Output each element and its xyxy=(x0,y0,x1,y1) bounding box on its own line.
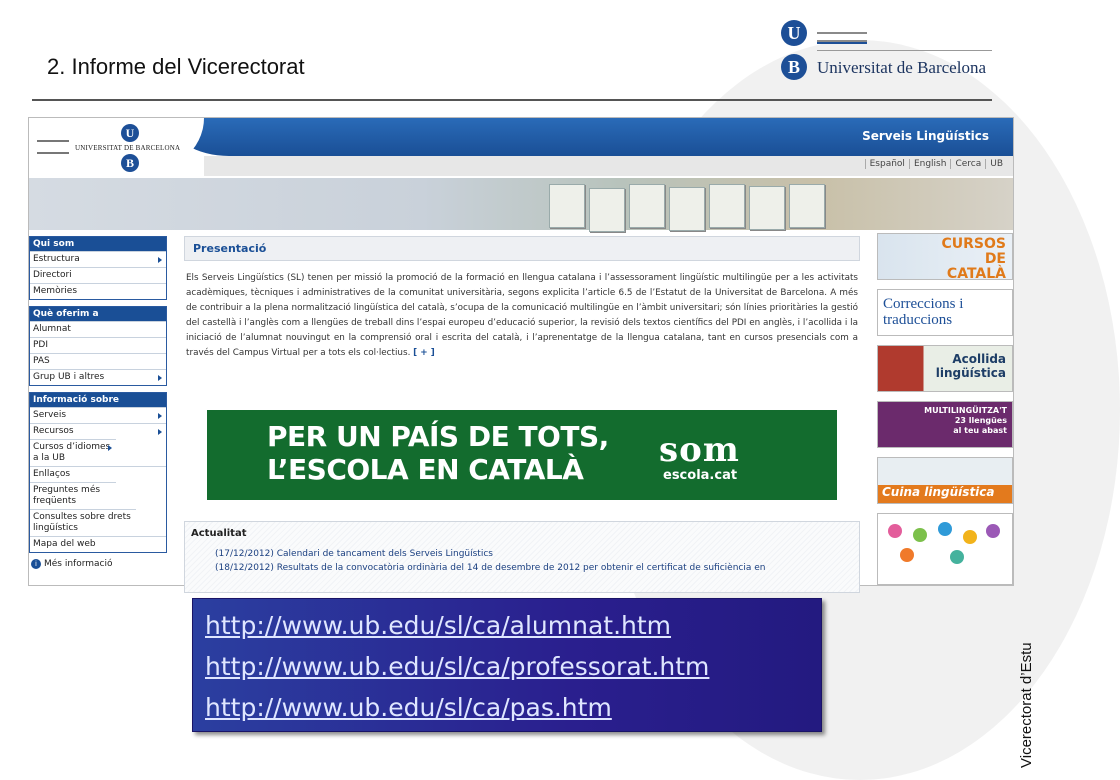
nav-item-grup-ub[interactable]: Grup UB i altres xyxy=(30,369,166,385)
campaign-banner[interactable] xyxy=(207,410,837,500)
nav-item-pas[interactable]: PAS xyxy=(30,353,166,369)
decor-dot xyxy=(963,530,977,544)
nav-item-consultes[interactable]: Consultes sobre drets lingüístics xyxy=(30,509,136,536)
decor-dot xyxy=(950,550,964,564)
banner-card xyxy=(629,184,665,228)
lang-link-english[interactable]: English xyxy=(909,159,951,169)
presentation-heading: Presentació xyxy=(184,236,860,261)
nav-block-informacio xyxy=(29,392,167,553)
website-screenshot xyxy=(28,117,1014,586)
decor-dot xyxy=(913,528,927,542)
site-logo-b: B xyxy=(121,154,139,172)
promo-correccions[interactable] xyxy=(877,289,1013,336)
promo-correccions-label: Correccions i traduccions xyxy=(883,296,964,328)
building-icon xyxy=(37,140,69,154)
banner-card xyxy=(669,187,705,231)
more-info-link[interactable] xyxy=(29,559,167,569)
decor-dot xyxy=(986,524,1000,538)
news-item[interactable]: (18/12/2012) Resultats de la convocatòria ordinària del 14 de desembre de 2012 per obtenir el certificat de suficiència en xyxy=(215,563,766,573)
banner-card xyxy=(789,184,825,228)
news-panel xyxy=(184,521,860,593)
language-bar xyxy=(204,156,1013,176)
promo-cursos-catala[interactable] xyxy=(877,233,1013,280)
promo-acollida-label: Acollida lingüística xyxy=(935,352,1006,380)
decor-dot xyxy=(888,524,902,538)
lang-link-ub[interactable]: UB xyxy=(985,159,1007,169)
banner-card xyxy=(549,184,585,228)
nav-heading: Informació sobre xyxy=(30,393,166,407)
logo-b-badge: B xyxy=(781,54,807,80)
site-title[interactable]: Serveis Lingüístics xyxy=(862,129,989,143)
promo-acollida[interactable] xyxy=(877,345,1013,392)
slide-title: 2. Informe del Vicerectorat xyxy=(47,54,305,79)
lang-link-espanol[interactable]: Español xyxy=(865,159,909,169)
header-logo-area[interactable] xyxy=(29,118,204,176)
main-content xyxy=(184,236,860,573)
links-box xyxy=(192,598,822,732)
promo-cuina[interactable] xyxy=(877,457,1013,504)
site-logo-u: U xyxy=(121,124,139,142)
nav-item-alumnat[interactable]: Alumnat xyxy=(30,321,166,337)
read-more-link[interactable]: [ + ] xyxy=(413,348,435,358)
banner-card xyxy=(589,188,625,232)
nav-item-serveis[interactable]: Serveis xyxy=(30,407,166,423)
logo-building-icon xyxy=(817,28,867,44)
nav-item-enllacos[interactable]: Enllaços xyxy=(30,466,166,482)
nav-item-directori[interactable]: Directori xyxy=(30,267,166,283)
link-pas[interactable]: http://www.ub.edu/sl/ca/pas.htm xyxy=(205,693,612,722)
campaign-brand-sub: escola.cat xyxy=(663,468,738,483)
decor-dot xyxy=(900,548,914,562)
presentation-body: Els Serveis Lingüístics (SL) tenen per missió la promoció de la formació en llengua catalana i l’assessorament lingüístic multilingüe per a les activitats acadèmiques, tècniques i administratives de la comunitat universitària, segons explicita l’article 6.5 de l’Estatut de la Universitat de Barcelona. A més de contribuir a la plena normalització lingüística del català, s’ocupa de la comunicació multilingüe en l’àmbit universitari; són línies prioritàries la gestió del castellà i l’anglès com a llengües de treball dins l’espai europeu d’educació superior, la revisió dels textos científics del PDI en anglès, i l’acollida i la iniciació de l’alumnat nouvingut en la comprensió oral i escrita del català, i l’aprenentatge de la llengua catalana, tant en cursos presencials com a través del Campus Virtual per a tots els col·lectius. xyxy=(186,273,858,358)
presentation-text xyxy=(184,261,860,361)
link-alumnat[interactable]: http://www.ub.edu/sl/ca/alumnat.htm xyxy=(205,611,672,640)
promo-multi-title: MULTILINGÜITZA'T xyxy=(924,406,1007,415)
news-item[interactable]: (17/12/2012) Calendari de tancament dels Serveis Lingüístics xyxy=(215,549,493,559)
lang-link-cerca[interactable]: Cerca xyxy=(950,159,985,169)
left-navigation xyxy=(29,236,167,569)
nav-item-cursos-idiomes[interactable]: Cursos d’idiomes a la UB xyxy=(30,439,116,466)
nav-block-que-oferim xyxy=(29,306,167,386)
news-heading: Actualitat xyxy=(191,528,247,539)
nav-block-qui-som xyxy=(29,236,167,300)
nav-heading: Qui som xyxy=(30,237,166,251)
title-divider xyxy=(32,99,992,101)
promo-column xyxy=(877,233,1011,594)
site-logo-text: UNIVERSITAT DE BARCELONA xyxy=(75,144,181,152)
promo-multi-text xyxy=(912,406,1007,436)
promo-cuina-label: Cuina lingüística xyxy=(882,485,995,499)
info-icon: i xyxy=(31,559,41,569)
banner-card xyxy=(709,184,745,228)
nav-item-pdi[interactable]: PDI xyxy=(30,337,166,353)
campaign-line-1: PER UN PAÍS DE TOTS, xyxy=(267,420,609,453)
nav-item-recursos[interactable]: Recursos xyxy=(30,423,166,439)
nav-item-memories[interactable]: Memòries xyxy=(30,283,166,299)
logo-divider xyxy=(817,50,992,51)
language-links xyxy=(865,159,1007,169)
promo-illustration[interactable] xyxy=(877,513,1013,585)
site-header xyxy=(29,118,1013,178)
promo-multi-sub: 23 llengües al teu abast xyxy=(953,416,1007,435)
header-banner-image xyxy=(29,178,1013,230)
logo-name: Universitat de Barcelona xyxy=(817,58,986,77)
ub-logo xyxy=(781,20,996,82)
nav-item-preguntes[interactable]: Preguntes més freqüents xyxy=(30,482,116,509)
promo-multilinguitza[interactable] xyxy=(877,401,1013,448)
campaign-brand: som xyxy=(659,430,740,470)
nav-item-mapa-web[interactable]: Mapa del web xyxy=(30,536,166,552)
banner-card xyxy=(749,186,785,230)
logo-u-badge: U xyxy=(781,20,807,46)
more-info-label: Més informació xyxy=(44,559,113,569)
vertical-footer-text: Vicerectorat d’Estu xyxy=(1018,642,1035,768)
decor-dot xyxy=(938,522,952,536)
nav-heading: Què oferim a xyxy=(30,307,166,321)
promo-cursos-label: CURSOS DE CATALÀ xyxy=(941,236,1006,282)
campaign-line-2: L’ESCOLA EN CATALÀ xyxy=(267,453,584,486)
link-professorat[interactable]: http://www.ub.edu/sl/ca/professorat.htm xyxy=(205,652,710,681)
nav-item-estructura[interactable]: Estructura xyxy=(30,251,166,267)
